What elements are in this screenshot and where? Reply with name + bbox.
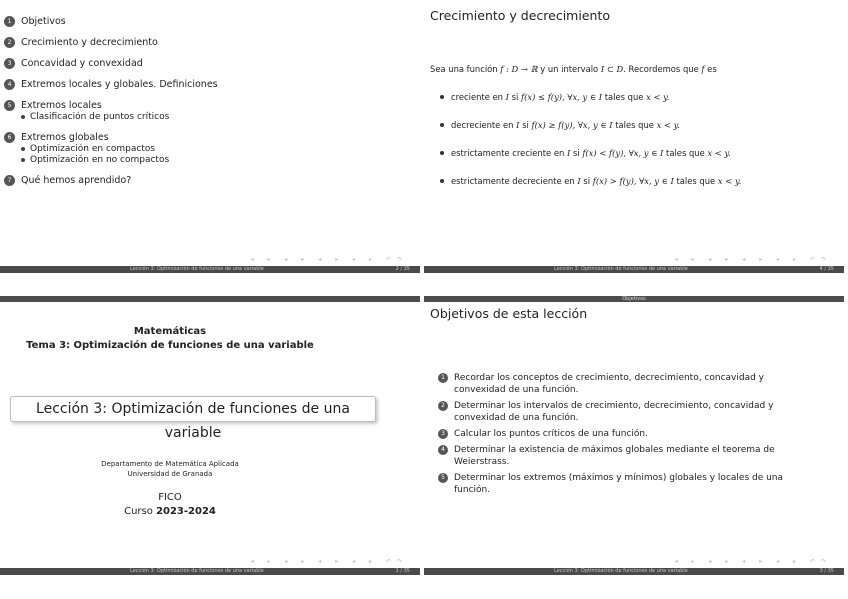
toc-number: 5: [4, 100, 15, 111]
frame-title: Objetivos de esta lección: [430, 306, 588, 321]
math-expr: I: [505, 92, 509, 102]
course-year-value: 2023-2024: [156, 506, 216, 517]
math-expr: f(x) > f(y), ∀x, y ∈ I: [592, 176, 674, 186]
def-text: si: [522, 120, 529, 130]
def-text: estrictamente decreciente en: [451, 176, 575, 186]
math-expr: x < y.: [656, 120, 680, 130]
topic-title: Tema 3: Optimización de funciones de una variable: [26, 340, 314, 351]
objective-item: [438, 472, 798, 496]
def-text: si: [511, 92, 519, 102]
toc-item[interactable]: [4, 132, 218, 165]
header-bar: [424, 296, 844, 302]
header-bar: [0, 296, 420, 302]
math-expr: f(x) < f(y), ∀x, y ∈ I: [582, 148, 664, 158]
footer-bar: [0, 568, 420, 575]
math-expr: x < y.: [646, 92, 670, 102]
lesson-title-box: Lección 3: Optimización de funciones de una variable: [10, 396, 376, 422]
bullet-icon: [440, 95, 444, 99]
course-label: Curso: [124, 506, 153, 517]
def-text: creciente en: [451, 92, 503, 102]
slide-crecimiento: [424, 0, 844, 290]
def-text: decreciente en: [451, 120, 514, 130]
toc-label: Extremos globales: [21, 132, 109, 143]
toc-list: [4, 16, 218, 196]
math-expr: x < y.: [717, 176, 742, 186]
def-text: estrictamente creciente en: [451, 148, 565, 158]
beamer-nav-icons[interactable]: ◂ ▸ ◂ ▸ ◂ ▸ ◂ ▸ ↶↷: [250, 256, 408, 263]
toc-label: Crecimiento y decrecimiento: [21, 37, 158, 48]
frame-title: Crecimiento y decrecimiento: [430, 8, 610, 23]
footer-title: Lección 3: Optimización de funciones de una variable: [554, 568, 688, 574]
toc-item[interactable]: [4, 175, 218, 186]
beamer-nav-icons[interactable]: ◂ ▸ ◂ ▸ ◂ ▸ ◂ ▸ ↶↷: [674, 558, 832, 565]
subject-title: Matemáticas: [133, 326, 207, 337]
toc-item[interactable]: [4, 58, 218, 69]
footer-bar: [424, 568, 844, 575]
toc-number: 2: [4, 37, 15, 48]
slide-toc: [0, 0, 420, 290]
math-expr: f : D → ℝ: [500, 64, 538, 74]
objective-number: 4: [438, 445, 448, 455]
bullet-icon: [440, 123, 444, 127]
toc-label: Extremos locales: [21, 100, 102, 111]
math-expr: f: [701, 64, 705, 74]
def-text: tales que: [615, 120, 654, 130]
department-name: Departamento de Matemática Aplicada: [101, 460, 239, 468]
def-text: si: [583, 176, 591, 186]
toc-item[interactable]: [4, 100, 218, 122]
definition-item: [440, 174, 780, 188]
beamer-nav-icons[interactable]: ◂ ▸ ◂ ▸ ◂ ▸ ◂ ▸ ↶↷: [674, 256, 832, 263]
intro-text: Sea una función: [430, 64, 498, 74]
toc-item[interactable]: [4, 79, 218, 90]
objective-item: [438, 400, 798, 424]
footer-bar: [424, 266, 844, 273]
page-number: 4 / 35: [819, 266, 834, 272]
bullet-icon: [440, 179, 444, 183]
toc-number: 6: [4, 132, 15, 143]
math-expr: f(x) ≤ f(y), ∀x, y ∈ I: [521, 92, 603, 102]
objective-text: Determinar los extremos (máximos y mínimos) globales y locales de una función.: [454, 473, 784, 495]
objective-number: 2: [438, 401, 448, 411]
definition-item: [440, 90, 780, 104]
toc-subitem[interactable]: Optimización en compactos: [21, 144, 155, 154]
intro-text: es: [707, 64, 717, 74]
math-expr: x < y.: [707, 148, 731, 158]
footer-title: Lección 3: Optimización de funciones de una variable: [554, 266, 688, 272]
objective-item: [438, 444, 798, 468]
toc-item[interactable]: [4, 37, 218, 48]
intro-text: . Recordemos que: [623, 64, 699, 74]
def-text: tales que: [676, 176, 716, 186]
beamer-nav-icons[interactable]: ◂ ▸ ◂ ▸ ◂ ▸ ◂ ▸ ↶↷: [250, 558, 408, 565]
footer-title: Lección 3: Optimización de funciones de una variable: [130, 266, 264, 272]
definition-item: [440, 118, 780, 132]
intro-text: y un intervalo: [540, 64, 599, 74]
course-name: FICO: [158, 492, 182, 503]
toc-label: Qué hemos aprendido?: [21, 175, 132, 186]
math-expr: I: [516, 120, 520, 130]
toc-subitem[interactable]: Clasificación de puntos críticos: [21, 112, 169, 122]
toc-number: 7: [4, 175, 15, 186]
page-number: 2 / 35: [395, 266, 410, 272]
header-section[interactable]: Objetivos: [622, 296, 646, 302]
footer-title: Lección 3: Optimización de funciones de una variable: [130, 568, 264, 574]
toc-label: Concavidad y convexidad: [21, 58, 143, 69]
math-expr: f(x) ≥ f(y), ∀x, y ∈ I: [531, 120, 613, 130]
objectives-list: [438, 372, 798, 500]
objective-number: 1: [438, 373, 448, 383]
math-expr: I: [566, 148, 571, 158]
objective-text: Determinar la existencia de máximos globales mediante el teorema de Weierstrass.: [454, 445, 775, 467]
slide-objetivos: [424, 296, 844, 586]
math-expr: I: [577, 176, 581, 186]
slide-title: [0, 296, 420, 586]
page-number: 3 / 35: [819, 568, 834, 574]
objective-number: 3: [438, 429, 448, 439]
toc-label: Extremos locales y globales. Definiciones: [21, 79, 218, 90]
toc-label: Objetivos: [21, 16, 66, 27]
def-text: si: [572, 148, 580, 158]
def-text: tales que: [666, 148, 705, 158]
objective-number: 5: [438, 473, 448, 483]
objective-item: [438, 372, 798, 396]
objective-text: Calcular los puntos críticos de una función.: [454, 429, 648, 439]
intro-sentence: [430, 64, 717, 74]
objective-text: Determinar los intervalos de crecimiento, decrecimiento, concavidad y convexidad de una función.: [454, 401, 774, 423]
toc-number: 1: [4, 16, 15, 27]
objective-text: Recordar los conceptos de crecimiento, decrecimiento, concavidad y convexidad de una función.: [454, 373, 765, 395]
definition-list: [440, 90, 780, 202]
page-number: 1 / 35: [395, 568, 410, 574]
definition-item: [440, 146, 780, 160]
def-text: tales que: [604, 92, 644, 102]
bullet-icon: [440, 151, 444, 155]
toc-item[interactable]: [4, 16, 218, 27]
toc-number: 4: [4, 79, 15, 90]
university-name: Universidad de Granada: [127, 470, 213, 478]
footer-bar: [0, 266, 420, 273]
objective-item: [438, 428, 798, 440]
math-expr: I ⊂ D: [600, 64, 624, 74]
toc-number: 3: [4, 58, 15, 69]
toc-subitem[interactable]: Optimización en no compactos: [21, 155, 169, 165]
course-year: [0, 506, 340, 517]
